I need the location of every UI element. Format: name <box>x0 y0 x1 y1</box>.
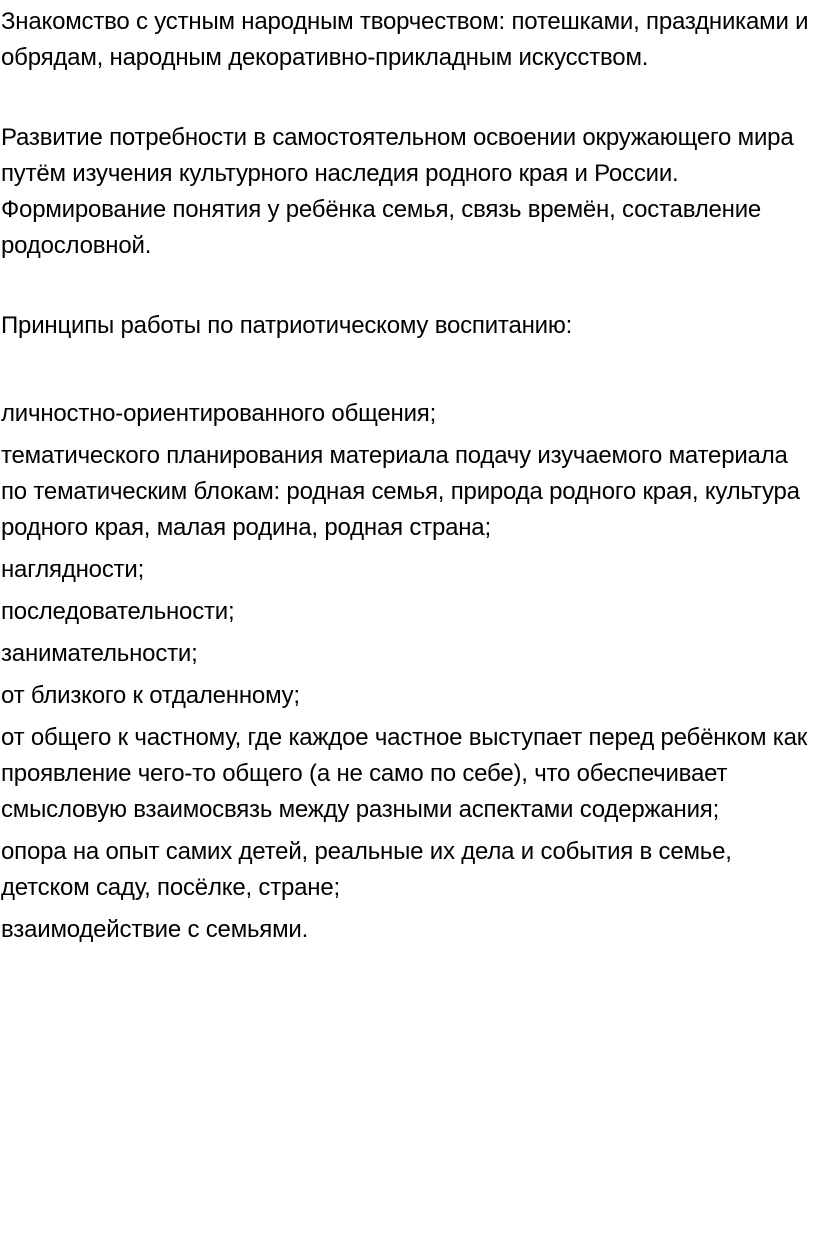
principles-list <box>1 396 812 948</box>
list-item: занимательности; <box>1 640 198 667</box>
list-item: личностно-ориентированного общения; <box>1 400 437 427</box>
intro-paragraph-cultural-heritage: Развитие потребности в самостоятельном освоении окружающего мира путём изучения культурного наследия родного края и России. Формирование понятия у ребёнка семья, связь времён, составление родословной. <box>1 124 794 259</box>
list-item: наглядности; <box>1 556 145 583</box>
list-item: взаимодействие с семьями. <box>1 916 309 943</box>
intro-paragraph-folk-art: Знакомство с устным народным творчеством: потешками, праздниками и обрядам, народным декоративно-прикладным искусством. <box>1 8 809 71</box>
principles-heading: Принципы работы по патриотическому воспитанию: <box>1 312 573 339</box>
list-item: от близкого к отдаленному; <box>1 682 300 709</box>
list-item: тематического планирования материала подачу изучаемого материала по тематическим блокам: родная семья, природа родного края, культура родного края, малая родина, родная страна; <box>1 442 800 541</box>
list-item: от общего к частному, где каждое частное выступает перед ребёнком как проявление чего-то общего (а не само по себе), что обеспечивает смысловую взаимосвязь между разными аспектами содержания; <box>1 724 808 823</box>
list-item: опора на опыт самих детей, реальные их дела и события в семье, детском саду, посёлке, стране; <box>1 838 732 901</box>
list-item: последовательности; <box>1 598 235 625</box>
